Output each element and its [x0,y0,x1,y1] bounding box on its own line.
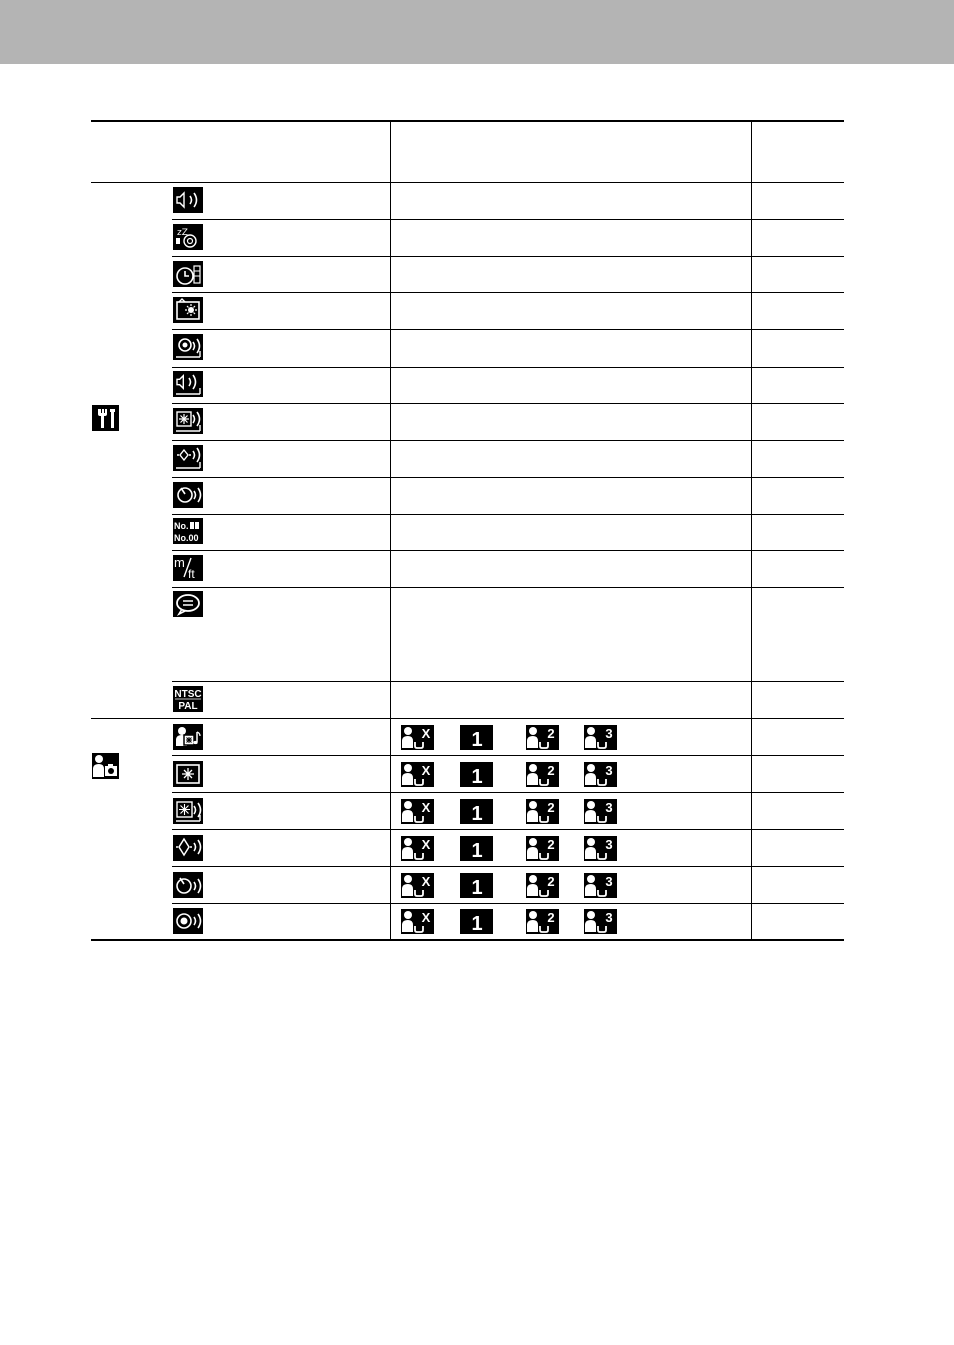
option-mark: X [421,837,431,852]
option-mark: 1 [471,913,483,934]
date-time-clock-icon [173,261,203,287]
option-3-icon [584,836,617,861]
wrench-setup-icon [92,405,119,431]
option-mark: 1 [471,877,483,898]
row-rule [172,903,844,904]
column-divider-name [390,120,391,940]
row-rule [172,292,844,293]
icon-text-a: No. [174,521,189,531]
option-mark: 1 [471,729,483,750]
lcd-brightness-icon [173,297,203,323]
start-up-sound-icon [173,798,203,824]
option-mark: X [421,874,431,889]
icon-text-a: m [174,555,185,570]
page-header-band [0,0,954,64]
row-rule [172,440,844,441]
table-header-rule [91,182,844,183]
row-rule [172,587,844,588]
option-3-icon [584,799,617,824]
option-mark: 2 [547,800,555,815]
option-3-icon [584,909,617,934]
row-rule [172,477,844,478]
option-mark: X [421,800,431,815]
option-mark: 3 [605,800,613,815]
option-mark: 3 [605,763,613,778]
option-2-icon [526,909,559,934]
option-mark: 1 [471,840,483,861]
option-mark: 3 [605,910,613,925]
column-divider-page [751,120,752,940]
shutter-sound-icon [173,908,203,934]
selftimer-sound-icon [173,872,203,898]
row-rule [172,792,844,793]
off-option-icon [401,909,434,934]
option-3-icon [584,762,617,787]
row-rule [172,866,844,867]
option-1-icon [460,725,493,750]
operation-sound-icon [173,835,203,861]
svg-text:zZ: zZ [177,228,188,238]
icon-text-b: PAL [178,701,198,712]
start-up-image-icon [173,761,203,787]
option-mark: 2 [547,726,555,741]
option-2-icon [526,799,559,824]
row-rule [172,681,844,682]
option-mark: 2 [547,763,555,778]
playback-volume-icon [173,482,203,508]
start-up-volume-icon [173,334,203,360]
option-1-icon [460,799,493,824]
option-3-icon [584,725,617,750]
row-rule [172,829,844,830]
off-option-icon [401,799,434,824]
distance-units-icon [173,555,203,581]
option-1-icon [460,836,493,861]
row-rule [172,367,844,368]
row-rule [172,403,844,404]
off-option-icon [401,762,434,787]
off-option-icon [401,873,434,898]
operation-volume-icon [173,371,203,397]
row-rule [172,514,844,515]
off-option-icon [401,836,434,861]
file-numbering-icon [173,518,203,544]
table-bottom-rule [91,939,844,941]
option-3-icon [584,873,617,898]
shutter-volume-icon [173,408,203,434]
option-2-icon [526,725,559,750]
table-top-rule [91,120,844,122]
power-saving-sleep-icon [173,224,203,250]
language-speech-bubble-icon [173,591,203,617]
row-rule [172,219,844,220]
row-rule [172,256,844,257]
row-rule [172,755,844,756]
option-mark: 1 [471,803,483,824]
option-mark: 2 [547,874,555,889]
my-camera-icon [92,753,119,779]
selftimer-volume-icon [173,445,203,471]
option-2-icon [526,836,559,861]
off-option-icon [401,725,434,750]
option-mark: X [421,726,431,741]
icon-text-b: ft [188,567,195,581]
icon-text-b: No.00 [174,533,199,543]
option-mark: X [421,910,431,925]
theme-icon [173,724,203,750]
row-rule [172,329,844,330]
option-mark: 2 [547,910,555,925]
option-1-icon [460,762,493,787]
option-mark: 2 [547,837,555,852]
speaker-volume-icon [173,187,203,213]
option-2-icon [526,873,559,898]
option-mark: 3 [605,874,613,889]
row-rule [91,718,844,719]
option-2-icon [526,762,559,787]
row-rule [172,550,844,551]
option-mark: X [421,763,431,778]
icon-text-a: NTSC [174,689,202,700]
option-1-icon [460,909,493,934]
option-1-icon [460,873,493,898]
video-system-icon [173,686,203,712]
option-mark: 3 [605,726,613,741]
option-mark: 1 [471,766,483,787]
option-mark: 3 [605,837,613,852]
